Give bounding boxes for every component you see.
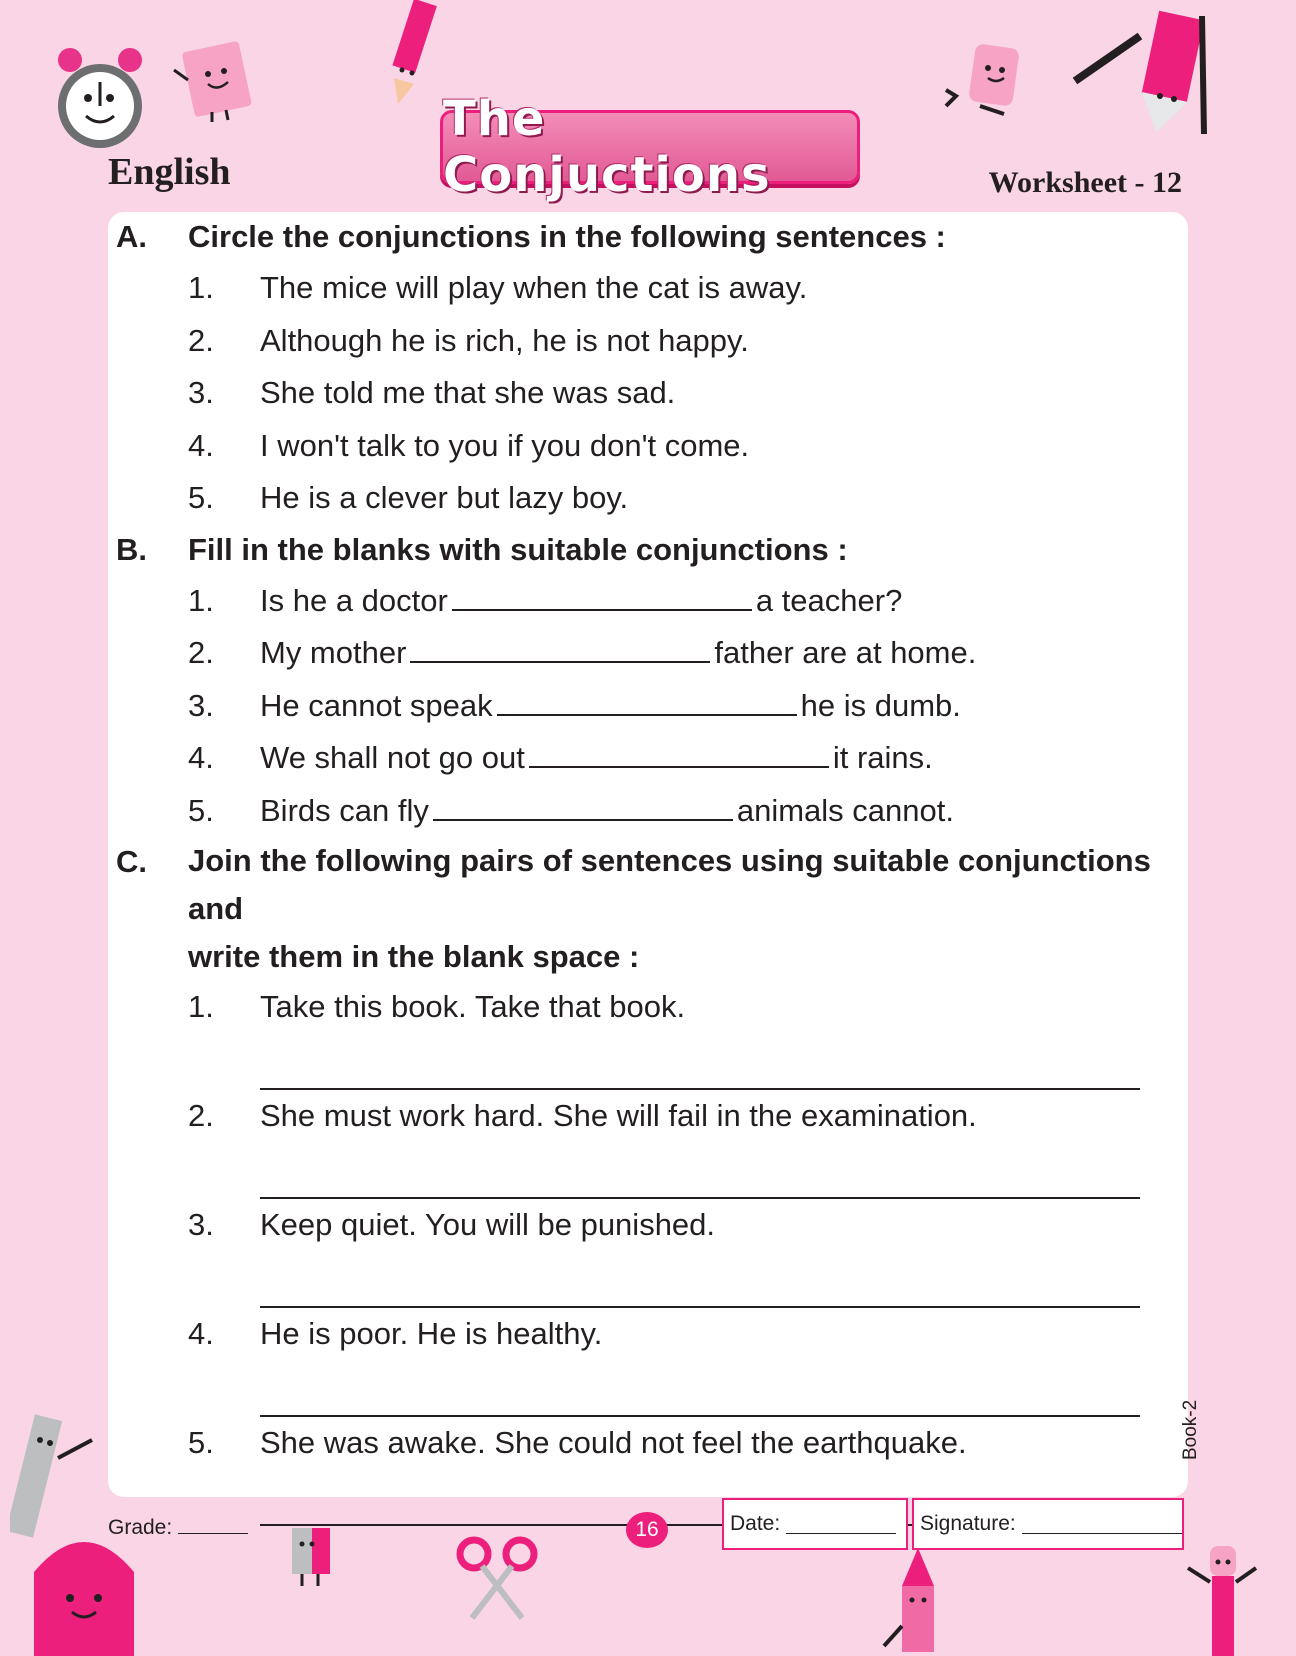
answer-line[interactable] xyxy=(260,1142,1140,1199)
answer-line[interactable] xyxy=(260,1360,1140,1417)
worksheet-label: Worksheet - 12 xyxy=(988,166,1182,199)
list-item: 3. She told me that she was sad. xyxy=(188,375,676,410)
grade-input-line[interactable] xyxy=(178,1515,248,1534)
fill-blank-item: 3. He cannot speak he is dumb. xyxy=(188,687,961,723)
list-item: 2. Although he is rich, he is not happy. xyxy=(188,322,749,358)
blank-field[interactable] xyxy=(410,633,710,663)
list-item: 5. He is a clever but lazy boy. xyxy=(188,480,629,515)
signature-input-line[interactable] xyxy=(1022,1515,1182,1534)
fill-blank-item: 4. We shall not go out it rains. xyxy=(188,740,933,775)
worksheet-content xyxy=(116,212,1206,1526)
fill-blank-item: 5. Birds can fly animals cannot. xyxy=(188,792,954,828)
list-item: 2. She must work hard. She will fail in the examination. xyxy=(188,1098,977,1133)
bag-icon xyxy=(14,1522,154,1656)
list-item: 1. Take this book. Take that book. xyxy=(188,989,686,1024)
subject-label: English xyxy=(108,151,231,193)
title-banner xyxy=(440,91,860,203)
notepad-icon xyxy=(170,40,260,125)
section-b-heading: B. Fill in the blanks with suitable conjunctions : xyxy=(116,531,848,567)
brush-icon xyxy=(1184,1538,1260,1656)
signature-box: Signature: xyxy=(912,1498,1184,1550)
blank-field[interactable] xyxy=(433,791,733,821)
ruler-icon xyxy=(10,1410,100,1540)
blank-field[interactable] xyxy=(497,686,797,716)
crayon-icon xyxy=(880,1546,960,1656)
pen-icon xyxy=(1070,6,1220,136)
answer-line[interactable] xyxy=(260,1251,1140,1308)
blank-field[interactable] xyxy=(529,738,829,768)
list-item: 5. She was awake. She could not feel the earthquake. xyxy=(188,1425,967,1460)
date-box: Date: xyxy=(722,1498,908,1550)
section-c-heading: C. Join the following pairs of sentences using suitable conjunctions and write them in the blank space : xyxy=(116,843,1151,974)
list-item: 4. I won't talk to you if you don't come. xyxy=(188,427,750,463)
date-input-line[interactable] xyxy=(786,1515,896,1534)
answer-line[interactable] xyxy=(260,1033,1140,1090)
scissors-icon xyxy=(452,1532,542,1622)
alarm-clock-icon xyxy=(50,44,150,159)
fill-blank-item: 2. My mother father are at home. xyxy=(188,635,977,670)
eraser-icon xyxy=(944,40,1034,120)
section-a-heading: A. Circle the conjunctions in the following sentences : xyxy=(116,219,946,254)
fill-blank-item: 1. Is he a doctor a teacher? xyxy=(188,582,903,618)
sharpener-icon xyxy=(282,1520,342,1590)
grade-field: Grade: xyxy=(108,1515,248,1540)
page-title: The Conjuctions xyxy=(443,91,771,203)
blank-field[interactable] xyxy=(452,581,752,611)
list-item: 4. He is poor. He is healthy. xyxy=(188,1316,603,1351)
list-item: 3. Keep quiet. You will be punished. xyxy=(188,1207,716,1242)
pencil-icon xyxy=(380,0,440,110)
page-number-badge: 16 xyxy=(626,1512,668,1548)
list-item: 1. The mice will play when the cat is away. xyxy=(188,270,808,305)
book-label: Book-2 xyxy=(1180,1399,1201,1460)
